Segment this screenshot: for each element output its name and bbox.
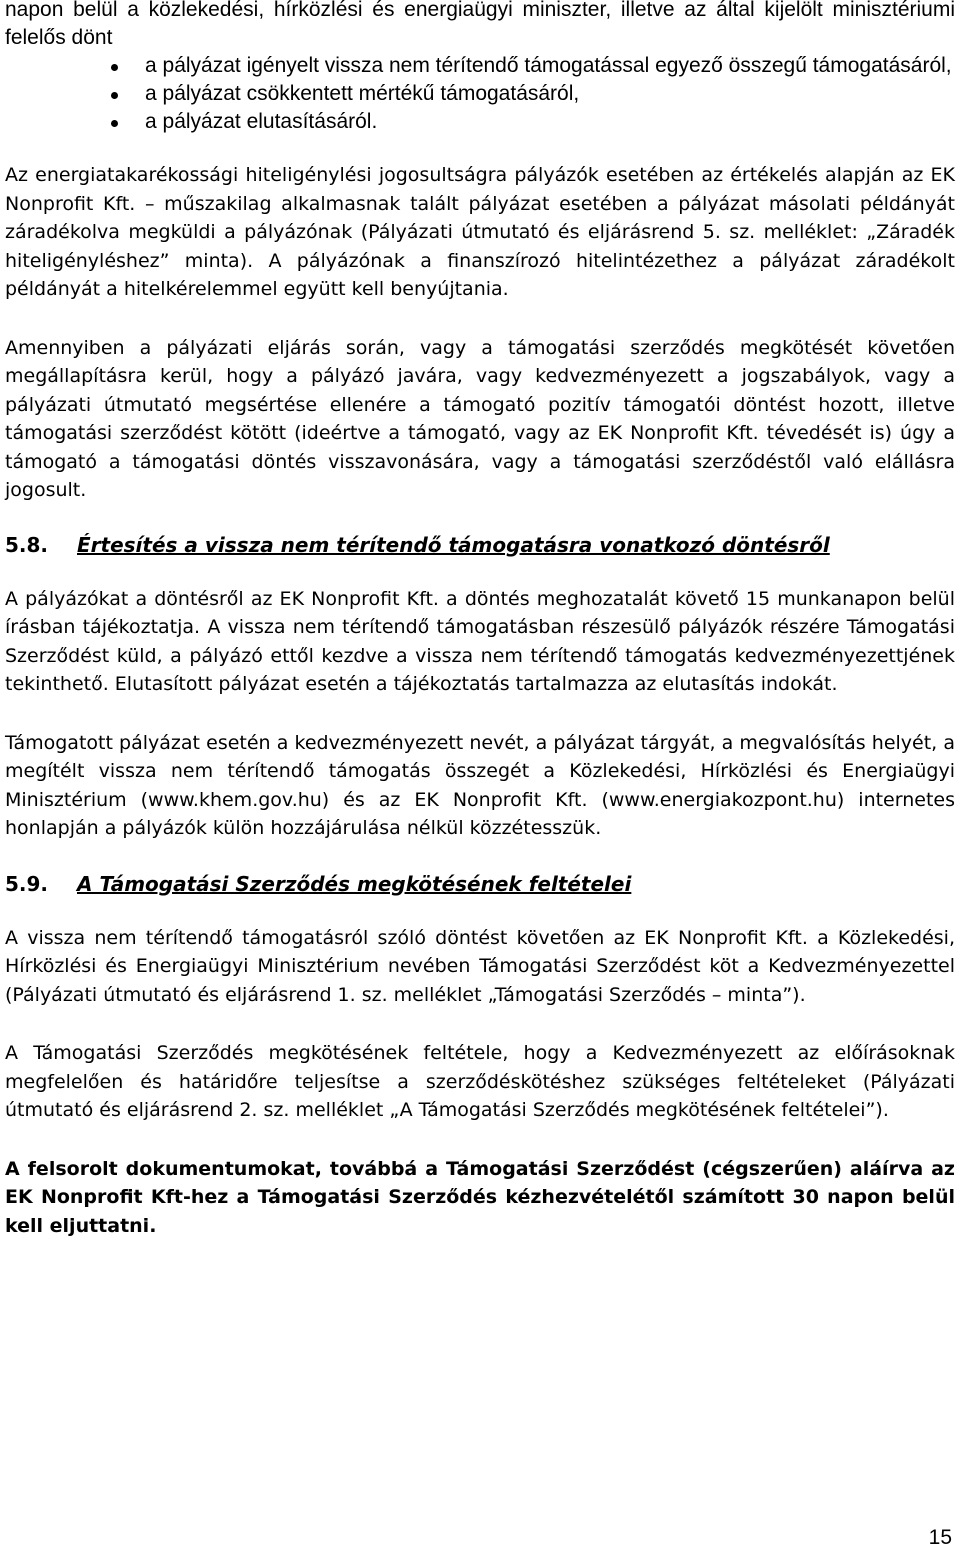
decision-list <box>5 52 955 136</box>
intro-paragraph: napon belül a közlekedési, hírközlési és energiaügyi miniszter, illetve az által kijelölt minisztériumi felelős dönt <box>5 0 955 49</box>
section-heading-5-8 <box>5 531 955 559</box>
section-title: Értesítés a vissza nem térítendő támogatásra vonatkozó döntésről <box>77 532 830 557</box>
list-item: a pályázat csökkentett mértékű támogatásáról, <box>145 80 955 108</box>
bullet-icon <box>111 120 118 127</box>
paragraph-contract: A vissza nem térítendő támogatásról szóló döntést követően az EK Nonprofit Kft. a Közlekedési, Hírközlési és Energiaügyi Minisztérium nevében Támogatási Szerződést köt a Kedvezményezettel (Pályázati útmutató és eljárásrend 1. sz. melléklet „Támogatási Szerződés – minta”). <box>5 926 955 1006</box>
paragraph-contract-condition: A Támogatási Szerződés megkötésének feltétele, hogy a Kedvezményezett az előírásoknak megfelelően és határidőre teljesítse a szerződéskötéshez szükséges feltételeket (Pályázati útmutató és eljárásrend 2. sz. melléklet „A Támogatási Szerződés megkötésének feltételei”). <box>5 1042 955 1121</box>
list-item: a pályázat igényelt vissza nem térítendő támogatással egyező összegű támogatásáról, <box>145 52 955 80</box>
section-heading-5-9 <box>5 870 955 898</box>
section-title: A Támogatási Szerződés megkötésének feltételei <box>77 871 632 896</box>
paragraph-submission-deadline: A felsorolt dokumentumokat, továbbá a Támogatási Szerződést (cégszerűen) aláírva az EK Nonprofit Kft-hez a Támogatási Szerződés kézhezvételétől számított 30 napon belül kell eljuttatni. <box>5 1157 955 1237</box>
paragraph-notification: A pályázókat a döntésről az EK Nonprofit Kft. a döntés meghozatalát követő 15 munkanapon belül írásban tájékoztatja. A vissza nem térítendő támogatásban részesülő pályázók részére Támogatási Szerződést küld, a pályázó ettől kezdve a vissza nem térítendő támogatás kedvezményezettjének tekinthető. Elutasított pályázat esetén a tájékoztatás tartalmazza az elutasítás indokát. <box>5 587 955 695</box>
page-number: 15 <box>928 1526 952 1549</box>
document-page <box>5 0 955 1240</box>
bullet-icon <box>111 92 118 99</box>
paragraph-revocation: Amennyiben a pályázati eljárás során, vagy a támogatási szerződés megkötését követően megállapításra kerül, hogy a pályázó javára, vagy kedvezményezett a jogszabályok, vagy a pályázati útmutató megsértése ellenére a támogató pozitív támogatói döntést hozott, illetve támogatási szerződést kötött (ideértve a támogató, vagy az EK Nonprofit Kft. tévedését is) úgy a támogató a támogatási döntés visszavonására, vagy a támogatási szerződéstől való elállásra jogosult. <box>5 336 955 501</box>
section-number: 5.9. <box>5 871 49 896</box>
bullet-icon <box>111 64 118 71</box>
paragraph-publication: Támogatott pályázat esetén a kedvezményezett nevét, a pályázat tárgyát, a megvalósítás helyét, a megítélt vissza nem térítendő támogatás összegét a Közlekedési, Hírközlési és Energiaügyi Minisztérium (www.khem.gov.hu) és az EK Nonprofit Kft. (www.energiakozpont.hu) internetes honlapján a pályázók külön hozzájárulása nélkül közzétesszük. <box>5 731 955 839</box>
section-number: 5.8. <box>5 532 49 557</box>
list-item: a pályázat elutasításáról. <box>145 108 955 136</box>
paragraph-credit-eligibility: Az energiatakarékossági hiteligénylési jogosultságra pályázók esetében az értékelés alapján az EK Nonprofit Kft. – műszakilag alkalmasnak talált pályázat esetében a pályázat másolati példányát záradékolva megküldi a pályázónak (Pályázati útmutató és eljárásrend 5. sz. melléklet: „Záradék hiteligényléshez” minta). A pályázónak a finanszírozó hitelintézethez a pályázat záradékolt példányát a hitelkérelemmel együtt kell benyújtania. <box>5 164 955 300</box>
